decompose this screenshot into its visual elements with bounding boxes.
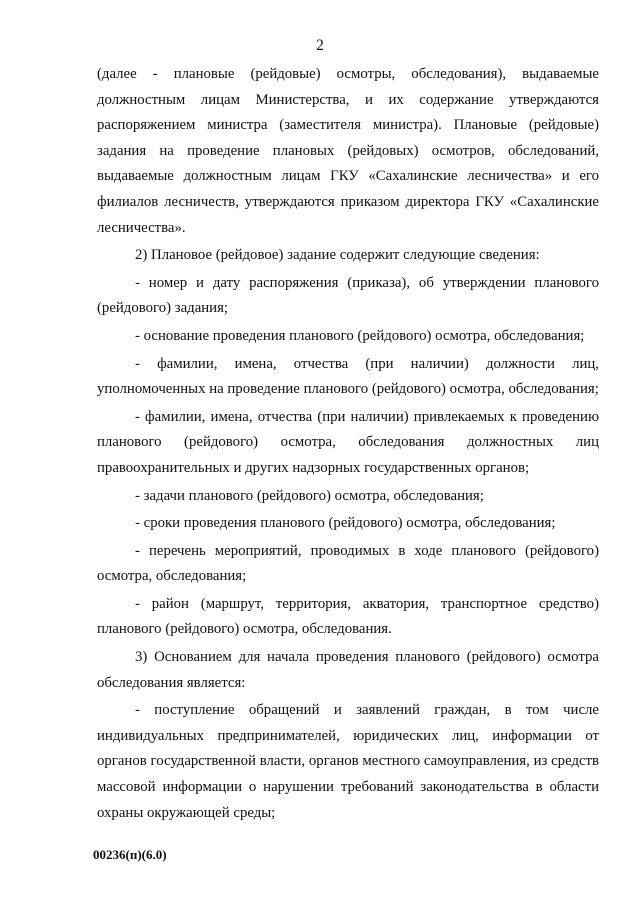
list-item: - задачи планового (рейдового) осмотра, обследования;	[135, 487, 484, 504]
paragraph-intro-continuation: (далее - плановые (рейдовые) осмотры, обследования), выдаваемые должностным лицам Министерства, и их содержание утверждаются распоряжением министра (заместителя министра). Плановые (рейдовые) задания на проведение плановых (рейдовых) осмотров, обследований, выдаваемые должностным лицам ГКУ «Сахалинские лесничества» и его филиалов лесничеств, утверждаются приказом директора ГКУ «Сахалинские лесничества».	[97, 66, 599, 236]
list-item: - перечень мероприятий, проводимых в ходе планового (рейдового) осмотра, обследования;	[97, 542, 599, 585]
list-item: - номер и дату распоряжения (приказа), об утверждении планового (рейдового) задания;	[97, 274, 599, 317]
document-body	[97, 62, 599, 826]
page-number: 2	[316, 37, 324, 54]
paragraph-item-3-heading: 3) Основанием для начала проведения планового (рейдового) осмотра обследования является:	[97, 649, 599, 691]
list-item: - сроки проведения планового (рейдового) осмотра, обследования;	[135, 515, 556, 532]
list-item: - район (маршрут, территория, акватория, транспортное средство) планового (рейдового) осмотра, обследования.	[97, 595, 599, 638]
list-item: - поступление обращений и заявлений граждан, в том числе индивидуальных предпринимателей, юридических лиц, информации от органов государственной власти, органов местного самоуправления, из средств массовой информации о нарушении требований законодательства в области охраны окружающей среды;	[97, 702, 599, 821]
paragraph-item-2-heading: 2) Плановое (рейдовое) задание содержит следующие сведения:	[135, 247, 540, 264]
list-item: - фамилии, имена, отчества (при наличии) привлекаемых к проведению планового (рейдового) осмотра, обследования должностных лиц правоохранительных и других надзорных государственных органов;	[97, 408, 599, 476]
document-code: 00236(п)(6.0)	[93, 847, 167, 862]
list-item: - фамилии, имена, отчества (при наличии) должности лиц, уполномоченных на проведение планового (рейдового) осмотра, обследования;	[97, 355, 599, 398]
list-item: - основание проведения планового (рейдового) осмотра, обследования;	[135, 327, 585, 344]
